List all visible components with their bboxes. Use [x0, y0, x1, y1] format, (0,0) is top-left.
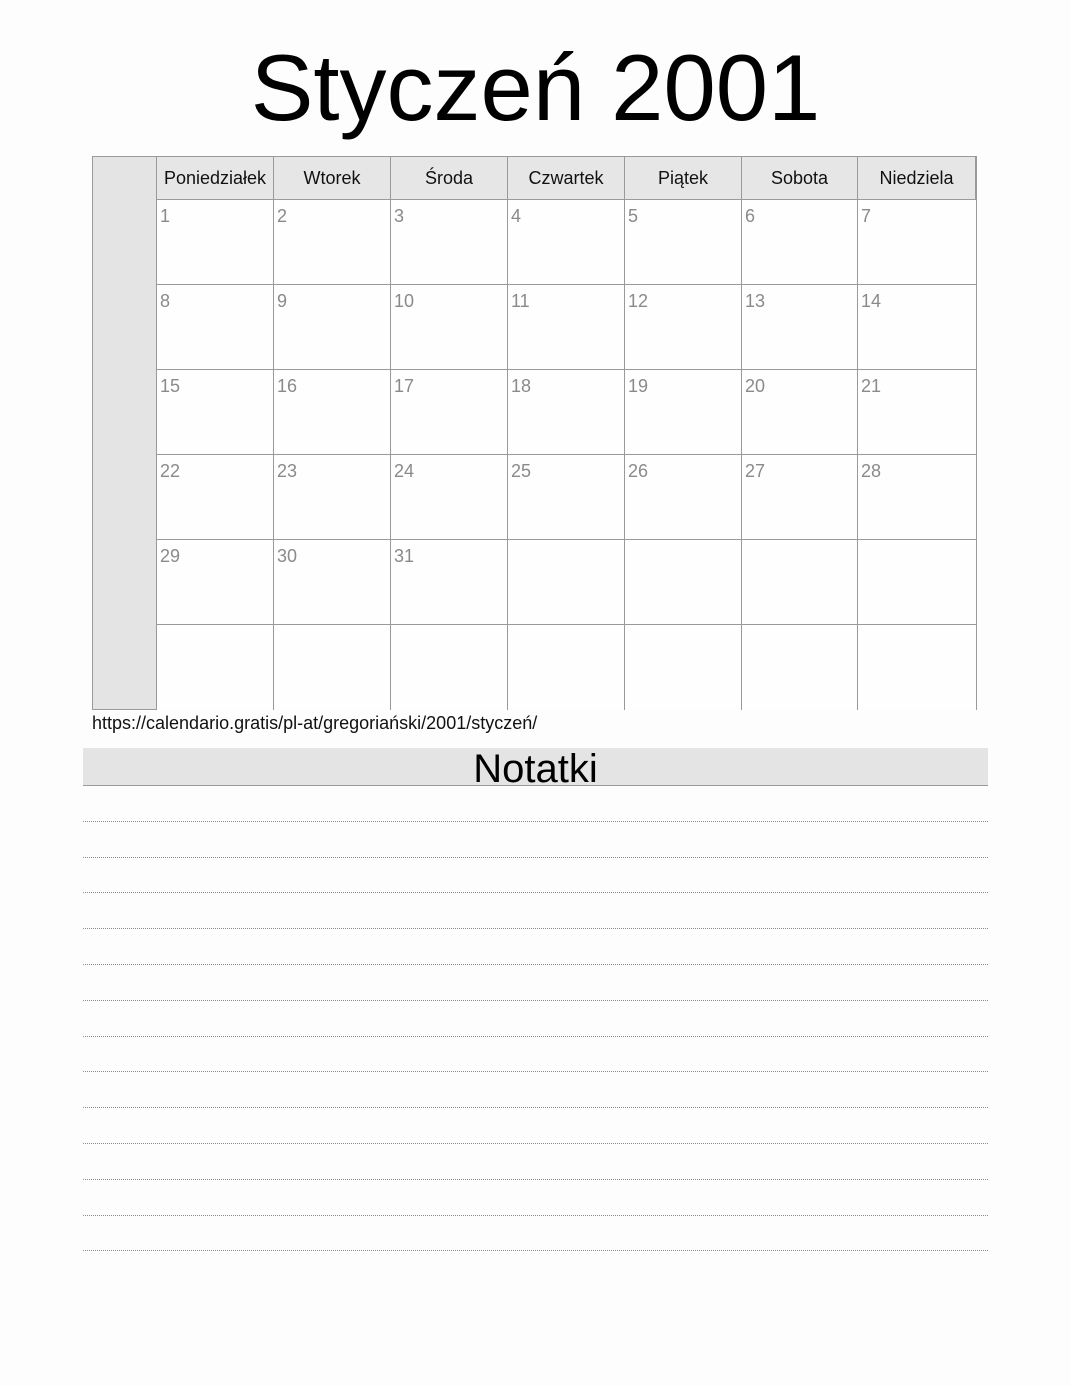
weekday-header: Poniedziałek: [157, 157, 274, 200]
day-number: 2: [277, 206, 288, 226]
day-cell: [391, 455, 508, 540]
day-cell: [274, 625, 391, 710]
day-number: 3: [394, 206, 405, 226]
day-number: 25: [511, 461, 532, 481]
day-number: 19: [628, 376, 649, 396]
day-number: 5: [628, 206, 639, 226]
weekday-header: Wtorek: [274, 157, 391, 200]
day-cell: [858, 200, 976, 285]
day-number: 31: [394, 546, 415, 566]
day-number: 22: [160, 461, 181, 481]
day-cell: [274, 285, 391, 370]
note-line: [83, 1144, 988, 1180]
day-cell: [508, 455, 625, 540]
day-cell: [625, 540, 742, 625]
note-line: [83, 1001, 988, 1037]
day-number: 30: [277, 546, 298, 566]
day-cell: [625, 625, 742, 710]
day-number: 8: [160, 291, 171, 311]
note-line: [83, 1180, 988, 1216]
day-cell: [858, 625, 976, 710]
day-cell: [391, 200, 508, 285]
day-cell: [742, 540, 858, 625]
day-cell: [274, 370, 391, 455]
note-line: [83, 965, 988, 1001]
day-cell: [274, 540, 391, 625]
day-cell: [858, 455, 976, 540]
weekday-header: Sobota: [742, 157, 858, 200]
note-line: [83, 1108, 988, 1144]
day-cell: [742, 370, 858, 455]
note-line: [83, 822, 988, 858]
weekday-header: Niedziela: [858, 157, 976, 200]
day-number: 14: [861, 291, 882, 311]
weekday-header: Środa: [391, 157, 508, 200]
day-number: 7: [861, 206, 872, 226]
day-cell: [391, 540, 508, 625]
note-line: [83, 858, 988, 894]
day-number: 6: [745, 206, 756, 226]
calendar-title: Styczeń 2001: [250, 35, 821, 140]
weekday-header: Piątek: [625, 157, 742, 200]
day-cell: [157, 540, 274, 625]
day-number: 16: [277, 376, 298, 396]
weekday-header: Czwartek: [508, 157, 625, 200]
day-number: 1: [160, 206, 171, 226]
day-number: 15: [160, 376, 181, 396]
day-cell: [625, 285, 742, 370]
note-line: [83, 893, 988, 929]
day-number: 28: [861, 461, 882, 481]
day-number: 21: [861, 376, 882, 396]
day-cell: [625, 200, 742, 285]
day-cell: [625, 370, 742, 455]
day-cell: [508, 285, 625, 370]
day-cell: [508, 200, 625, 285]
day-number: 12: [628, 291, 649, 311]
day-cell: [157, 455, 274, 540]
note-line: [83, 786, 988, 822]
day-cell: [508, 540, 625, 625]
day-number: 13: [745, 291, 766, 311]
day-cell: [742, 285, 858, 370]
day-cell: [157, 625, 274, 710]
note-line: [83, 1037, 988, 1073]
note-line: [83, 1072, 988, 1108]
day-number: 4: [511, 206, 522, 226]
day-cell: [157, 200, 274, 285]
month-grid: [157, 157, 976, 709]
day-number: 10: [394, 291, 415, 311]
day-number: 24: [394, 461, 415, 481]
day-cell: [508, 370, 625, 455]
day-cell: [742, 625, 858, 710]
notes-heading: Notatki: [83, 748, 988, 786]
week-number-column: [93, 157, 157, 709]
day-cell: [391, 625, 508, 710]
day-cell: [742, 455, 858, 540]
day-cell: [157, 285, 274, 370]
day-cell: [157, 370, 274, 455]
calendar-grid: [92, 156, 977, 710]
day-cell: [625, 455, 742, 540]
day-cell: [274, 200, 391, 285]
notes-lines: [83, 786, 988, 1251]
day-number: 29: [160, 546, 181, 566]
note-line: [83, 1216, 988, 1252]
day-number: 26: [628, 461, 649, 481]
day-cell: [391, 370, 508, 455]
day-cell: [858, 540, 976, 625]
day-number: 18: [511, 376, 532, 396]
day-cell: [858, 370, 976, 455]
day-cell: [858, 285, 976, 370]
day-cell: [391, 285, 508, 370]
day-number: 20: [745, 376, 766, 396]
source-url: https://calendario.gratis/pl-at/gregoriański/2001/styczeń/: [92, 713, 538, 733]
day-number: 9: [277, 291, 288, 311]
day-cell: [274, 455, 391, 540]
note-line: [83, 929, 988, 965]
day-number: 27: [745, 461, 766, 481]
day-number: 11: [511, 291, 530, 311]
day-number: 23: [277, 461, 298, 481]
day-number: 17: [394, 376, 415, 396]
day-cell: [508, 625, 625, 710]
day-cell: [742, 200, 858, 285]
